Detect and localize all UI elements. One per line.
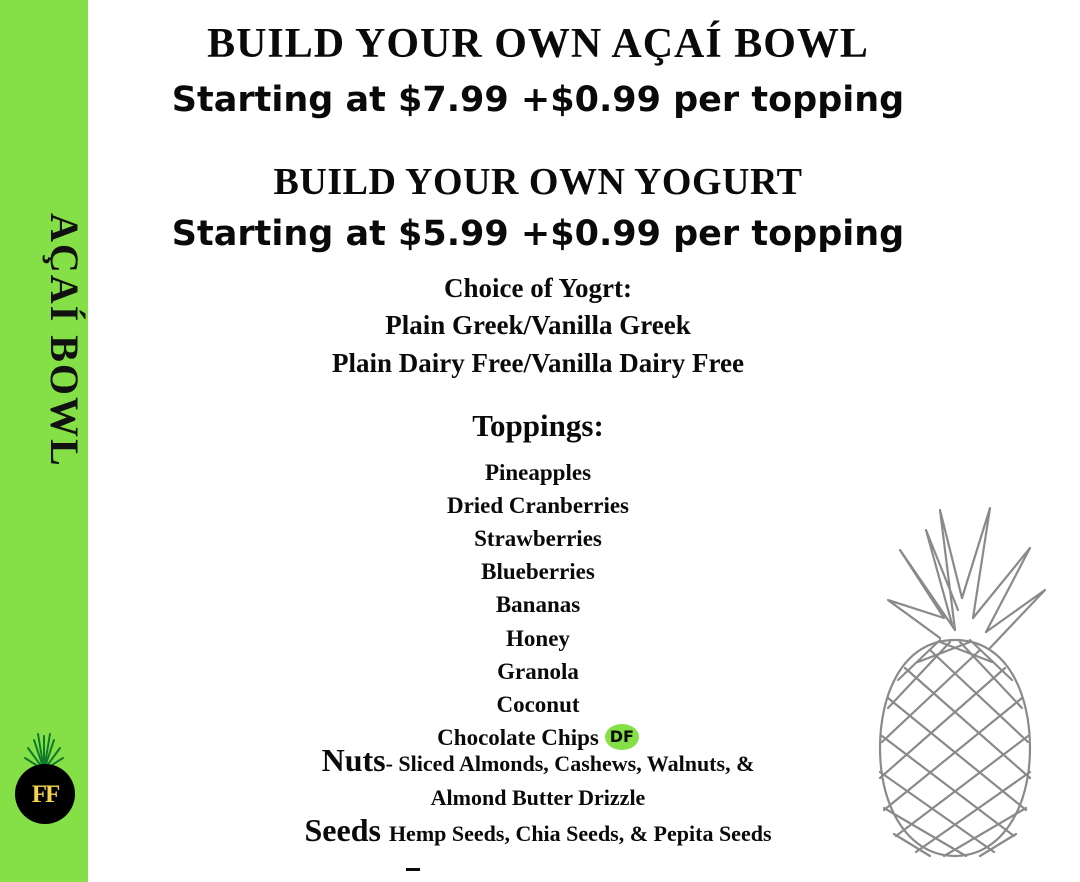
yogurt-choice-option: Plain Dairy Free/Vanilla Dairy Free <box>332 347 744 378</box>
seeds-text: Hemp Seeds, Chia Seeds, & Pepita Seeds <box>388 821 772 846</box>
topping-label: Coconut <box>496 691 580 717</box>
yogurt-choice-option: Plain Greek/Vanilla Greek <box>385 310 691 341</box>
sidebar <box>0 0 88 882</box>
acai-headline: BUILD YOUR OWN AÇAÍ BOWL <box>207 21 869 67</box>
brand-logo <box>6 726 82 846</box>
yogurt-choices <box>88 270 988 382</box>
topping-label: Dried Cranberries <box>446 493 630 519</box>
nuts-label: Nuts <box>321 742 386 778</box>
menu-content <box>88 0 1080 882</box>
topping-label: Bananas <box>495 592 581 618</box>
yogurt-choice-title: Choice of Yogrt: <box>444 273 632 303</box>
pineapple-illustration <box>840 490 1070 870</box>
logo-monogram: FF <box>31 780 59 808</box>
yogurt-pricing: Starting at $5.99 +$0.99 per topping <box>171 214 905 254</box>
seeds-label: Seeds <box>304 812 381 848</box>
sidebar-vertical-title: AÇAÍ BOWL <box>42 212 87 468</box>
topping-label: Chocolate Chips <box>437 724 599 750</box>
yogurt-headline: BUILD YOUR OWN YOGURT <box>273 161 803 203</box>
logo-circle <box>15 764 75 824</box>
dairy-free-badge: DF <box>605 724 639 750</box>
topping-label: Strawberries <box>474 526 602 552</box>
list-item <box>88 456 988 489</box>
divider <box>406 868 420 871</box>
topping-label: Blueberries <box>481 559 595 585</box>
nuts-text-line2: Almond Butter Drizzle <box>430 785 646 810</box>
nuts-text: - Sliced Almonds, Cashews, Walnuts, & <box>385 751 755 776</box>
topping-label: Granola <box>497 658 579 684</box>
topping-label: Pineapples <box>484 460 592 485</box>
toppings-title: Toppings: <box>472 408 604 443</box>
topping-label: Honey <box>506 625 570 651</box>
acai-pricing: Starting at $7.99 +$0.99 per topping <box>171 80 905 120</box>
